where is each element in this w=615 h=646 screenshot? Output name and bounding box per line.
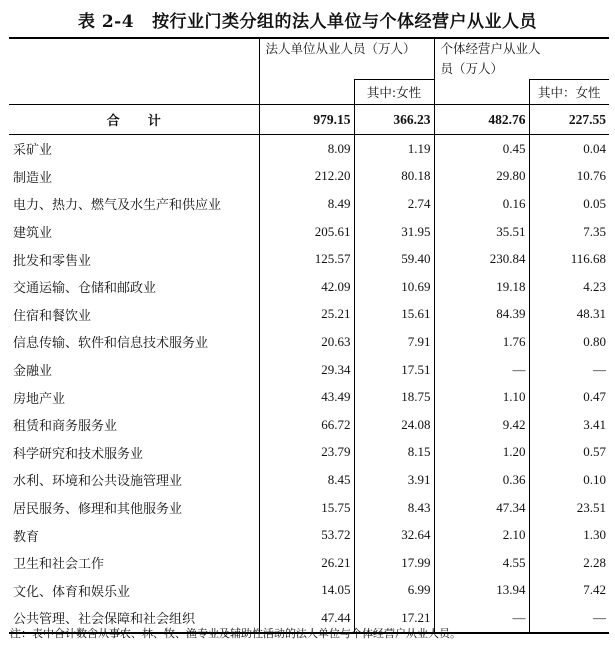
individual-value: 1.10 bbox=[434, 383, 529, 411]
industry-label: 科学研究和技术服务业 bbox=[13, 446, 144, 462]
table-row bbox=[9, 521, 609, 549]
industry-label: 租赁和商务服务业 bbox=[13, 419, 118, 435]
table-note: 注：表中合计数含从事农、林、牧、渔专业及辅助性活动的法人单位与个体经营户从业人员。 bbox=[10, 627, 461, 640]
individual-female-value: 1.30 bbox=[529, 521, 609, 549]
individual-value: 0.16 bbox=[434, 190, 529, 218]
individual-value: 1.76 bbox=[434, 328, 529, 356]
table-row bbox=[9, 577, 609, 605]
industry-label: 交通运输、仓储和邮政业 bbox=[13, 281, 157, 297]
table-row bbox=[9, 411, 609, 439]
industry-label: 电力、热力、燃气及水生产和供应业 bbox=[13, 198, 222, 214]
legal-entity-female-value: 6.99 bbox=[354, 577, 434, 605]
legal-entity-value: 8.09 bbox=[259, 135, 354, 163]
industry-label: 水利、环境和公共设施管理业 bbox=[13, 474, 183, 490]
legal-entity-value: 205.61 bbox=[259, 218, 354, 246]
table-row bbox=[9, 549, 609, 577]
legal-entity-female-value: 10.69 bbox=[354, 273, 434, 301]
industry-label: 居民服务、修理和其他服务业 bbox=[13, 502, 183, 518]
individual-female-value: 3.41 bbox=[529, 411, 609, 439]
table-row bbox=[9, 494, 609, 522]
legal-entity-female-value: 59.40 bbox=[354, 245, 434, 273]
industry-label: 批发和零售业 bbox=[13, 253, 92, 269]
individual-header: 个体经营户从业人员（万人） bbox=[434, 38, 609, 80]
individual-female-value: 7.35 bbox=[529, 218, 609, 246]
legal-entity-female-value: 7.91 bbox=[354, 328, 434, 356]
legal-entity-value: 29.34 bbox=[259, 356, 354, 384]
table-row bbox=[9, 328, 609, 356]
individual-value: 29.80 bbox=[434, 163, 529, 191]
legal-entity-value: 125.57 bbox=[259, 245, 354, 273]
table-row bbox=[9, 383, 609, 411]
legal-entity-value: 53.72 bbox=[259, 521, 354, 549]
industry-label: 建筑业 bbox=[13, 226, 53, 242]
legal-entity-female-value: 8.43 bbox=[354, 494, 434, 522]
legal-entity-female-value: 15.61 bbox=[354, 301, 434, 329]
table-row bbox=[9, 439, 609, 467]
total-row bbox=[9, 105, 609, 135]
individual-female-value: 0.05 bbox=[529, 190, 609, 218]
individual-female-value: — bbox=[529, 356, 609, 384]
legal-entity-value: 20.63 bbox=[259, 328, 354, 356]
industry-label: 公共管理、社会保障和社会组织 bbox=[9, 604, 259, 633]
individual-all-header bbox=[434, 80, 529, 105]
legal-entity-value: 23.79 bbox=[259, 439, 354, 467]
legal-entity-value: 212.20 bbox=[259, 163, 354, 191]
total-individual: 482.76 bbox=[434, 105, 529, 135]
legal-entity-female-value: 24.08 bbox=[354, 411, 434, 439]
individual-female-value: 0.10 bbox=[529, 466, 609, 494]
individual-value: 47.34 bbox=[434, 494, 529, 522]
table-row bbox=[9, 190, 609, 218]
industry-label: 信息传输、软件和信息技术服务业 bbox=[13, 336, 209, 352]
legal-entity-female-value: 17.51 bbox=[354, 356, 434, 384]
legal-entity-female-header: 其中:女性 bbox=[354, 80, 434, 105]
legal-entity-value: 8.49 bbox=[259, 190, 354, 218]
legal-entity-value: 26.21 bbox=[259, 549, 354, 577]
legal-entity-value: 15.75 bbox=[259, 494, 354, 522]
individual-female-value: 0.57 bbox=[529, 439, 609, 467]
individual-value: 4.55 bbox=[434, 549, 529, 577]
individual-female-value: 2.28 bbox=[529, 549, 609, 577]
individual-value: 84.39 bbox=[434, 301, 529, 329]
individual-value: 9.42 bbox=[434, 411, 529, 439]
legal-entity-header: 法人单位从业人员（万人） bbox=[259, 38, 434, 80]
table-row bbox=[9, 245, 609, 273]
legal-entity-female-value: 32.64 bbox=[354, 521, 434, 549]
individual-female-value: 0.04 bbox=[529, 135, 609, 163]
individual-female-value: 10.76 bbox=[529, 163, 609, 191]
table-title bbox=[0, 7, 615, 32]
individual-value: 35.51 bbox=[434, 218, 529, 246]
total-label: 合计 bbox=[9, 105, 259, 135]
individual-female-value: 7.42 bbox=[529, 577, 609, 605]
individual-value: 0.45 bbox=[434, 135, 529, 163]
individual-value: 19.18 bbox=[434, 273, 529, 301]
legal-entity-female-value: 17.99 bbox=[354, 549, 434, 577]
legal-entity-value: 42.09 bbox=[259, 273, 354, 301]
legal-entity-female-value: 17.21 bbox=[354, 604, 434, 633]
industry-label: 住宿和餐饮业 bbox=[13, 308, 92, 324]
individual-female-value: 116.68 bbox=[529, 245, 609, 273]
table-row bbox=[9, 163, 609, 191]
table-row bbox=[9, 356, 609, 384]
individual-value: — bbox=[434, 356, 529, 384]
industry-label: 房地产业 bbox=[13, 391, 66, 407]
legal-entity-female-value: 1.19 bbox=[354, 135, 434, 163]
individual-value: 13.94 bbox=[434, 577, 529, 605]
table-title-text: 按行业门类分组的法人单位与个体经营户从业人员 bbox=[152, 12, 538, 32]
table-row bbox=[9, 218, 609, 246]
individual-value: 1.20 bbox=[434, 439, 529, 467]
individual-female-value: 48.31 bbox=[529, 301, 609, 329]
individual-female-value: — bbox=[529, 604, 609, 633]
legal-entity-all-header bbox=[259, 80, 354, 105]
individual-female-header: 其中：女性 bbox=[529, 80, 609, 105]
industry-label: 采矿业 bbox=[13, 143, 53, 159]
legal-entity-value: 14.05 bbox=[259, 577, 354, 605]
legal-entity-female-value: 31.95 bbox=[354, 218, 434, 246]
table-number: 表 2-4 bbox=[77, 12, 135, 32]
individual-female-value: 4.23 bbox=[529, 273, 609, 301]
legal-entity-female-value: 8.15 bbox=[354, 439, 434, 467]
individual-female-value: 0.80 bbox=[529, 328, 609, 356]
table-row bbox=[9, 301, 609, 329]
legal-entity-female-value: 3.91 bbox=[354, 466, 434, 494]
legal-entity-female-value: 80.18 bbox=[354, 163, 434, 191]
industry-label: 卫生和社会工作 bbox=[13, 557, 105, 573]
industry-header bbox=[9, 38, 259, 105]
table-row bbox=[9, 135, 609, 163]
total-legal-entity: 979.15 bbox=[259, 105, 354, 135]
legal-entity-female-value: 2.74 bbox=[354, 190, 434, 218]
table-row bbox=[9, 273, 609, 301]
individual-value: 230.84 bbox=[434, 245, 529, 273]
individual-value: 0.36 bbox=[434, 466, 529, 494]
legal-entity-value: 47.44 bbox=[259, 604, 354, 633]
individual-value: — bbox=[434, 604, 529, 633]
legal-entity-value: 25.21 bbox=[259, 301, 354, 329]
legal-entity-female-value: 18.75 bbox=[354, 383, 434, 411]
individual-value: 2.10 bbox=[434, 521, 529, 549]
industry-label: 教育 bbox=[13, 529, 40, 545]
industry-label: 制造业 bbox=[13, 170, 53, 186]
table-row bbox=[9, 466, 609, 494]
individual-female-value: 23.51 bbox=[529, 494, 609, 522]
data-table bbox=[9, 37, 609, 634]
legal-entity-value: 43.49 bbox=[259, 383, 354, 411]
industry-label: 金融业 bbox=[13, 364, 53, 380]
individual-female-value: 0.47 bbox=[529, 383, 609, 411]
industry-label: 文化、体育和娱乐业 bbox=[13, 584, 131, 600]
legal-entity-value: 8.45 bbox=[259, 466, 354, 494]
legal-entity-value: 66.72 bbox=[259, 411, 354, 439]
total-individual-female: 227.55 bbox=[529, 105, 609, 135]
total-legal-entity-female: 366.23 bbox=[354, 105, 434, 135]
